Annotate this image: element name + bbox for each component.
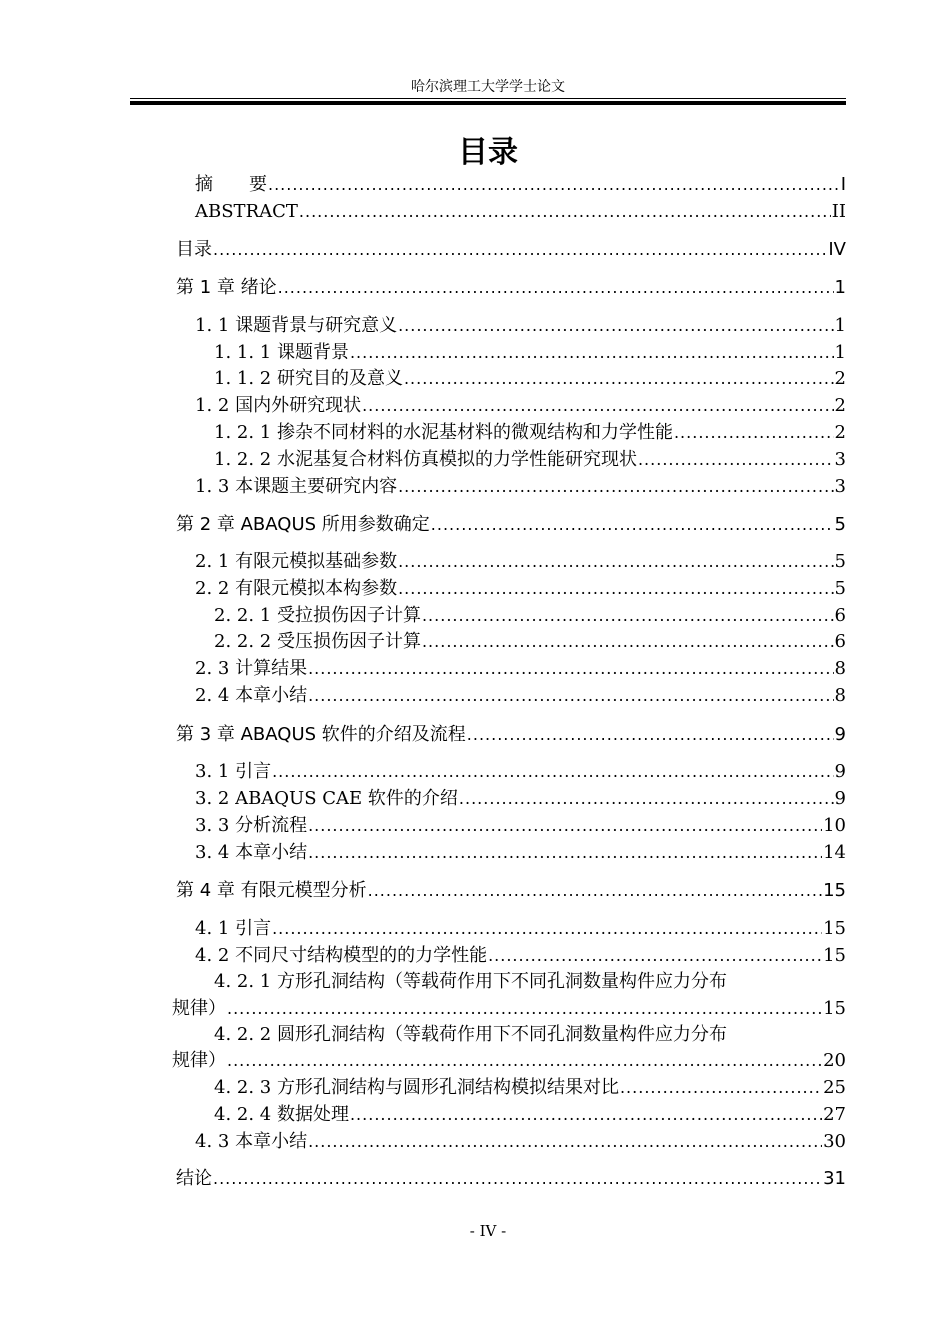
toc-entry-4-1[interactable] [195, 917, 846, 941]
toc-leader-dots [362, 394, 833, 418]
toc-leader-dots [398, 475, 833, 499]
toc-leader-dots [308, 1130, 822, 1154]
toc-entry-3-2[interactable] [195, 787, 846, 811]
toc-leader-dots [299, 200, 831, 224]
toc-entry-label: 4. 2 不同尺寸结构模型的的力学性能 [195, 945, 488, 966]
toc-entry-page: 15 [823, 918, 846, 939]
toc-entry-contents[interactable] [176, 238, 846, 262]
toc-leader-dots [227, 1049, 822, 1073]
toc-entry-abstract-cn[interactable] [195, 173, 846, 197]
toc-leader-dots [272, 760, 833, 784]
toc-entry-1-2-1[interactable] [214, 421, 846, 445]
toc-entry-label: 1. 2. 1 掺杂不同材料的水泥基材料的微观结构和力学性能 [214, 422, 673, 443]
toc-entry-page: 9 [834, 788, 846, 809]
toc-entry-label: 4. 2. 4 数据处理 [214, 1104, 349, 1125]
toc-entry-chapter-1[interactable] [176, 276, 846, 300]
toc-entry-page: 25 [823, 1077, 846, 1098]
toc-leader-dots [398, 550, 833, 574]
toc-entry-label: 1. 1 课题背景与研究意义 [195, 315, 398, 336]
toc-leader-dots [638, 448, 834, 472]
toc-entry-page: 20 [823, 1050, 846, 1071]
toc-entry-conclusion[interactable] [176, 1167, 846, 1191]
header-rule-thin [130, 98, 846, 99]
toc-entry-chapter-4[interactable] [176, 879, 846, 903]
toc-entry-page: 6 [834, 631, 846, 652]
toc-leader-dots [350, 341, 834, 365]
toc-entry-label: 3. 2 ABAQUS CAE 软件的介绍 [195, 788, 458, 809]
toc-entry-3-4[interactable] [195, 841, 846, 865]
toc-entry-page: 14 [823, 842, 846, 863]
toc-entry-2-2[interactable] [195, 577, 846, 601]
toc-entry-label: 4. 2. 3 方形孔洞结构与圆形孔洞结构模拟结果对比 [214, 1077, 619, 1098]
toc-leader-dots [268, 173, 840, 197]
toc-entry-label: 1. 1. 2 研究目的及意义 [214, 368, 403, 389]
toc-leader-dots [368, 879, 822, 903]
toc-leader-dots [308, 841, 822, 865]
toc-entry-abstract-en[interactable] [195, 200, 846, 224]
toc-leader-dots [422, 604, 834, 628]
toc-leader-dots [308, 684, 833, 708]
toc-entry-page: 6 [834, 605, 846, 626]
toc-leader-dots [404, 367, 834, 391]
toc-leader-dots [422, 630, 834, 654]
toc-entry-label: ABSTRACT [195, 201, 298, 222]
toc-leader-dots [350, 1103, 822, 1127]
toc-entry-page: 3 [834, 449, 846, 470]
toc-entry-page: 27 [823, 1104, 846, 1125]
toc-entry-1-1-1[interactable] [214, 341, 846, 365]
toc-entry-label: 第 3 章 ABAQUS 软件的介绍及流程 [176, 724, 466, 745]
toc-entry-page: II [831, 201, 846, 222]
toc-entry-4-2-1-first-line[interactable]: 4. 2. 1 方形孔洞结构（等载荷作用下不同孔洞数量构件应力分布 [214, 971, 727, 992]
toc-leader-dots [488, 944, 822, 968]
toc-entry-label: 2. 3 计算结果 [195, 658, 308, 679]
toc-entry-page: 9 [834, 761, 846, 782]
toc-entry-label: 第 1 章 绪论 [176, 277, 277, 298]
toc-entry-page: 15 [823, 880, 846, 901]
toc-entry-page: 5 [834, 514, 846, 535]
toc-entry-page: 5 [834, 578, 846, 599]
toc-entry-4-2-2-first-line[interactable]: 4. 2. 2 圆形孔洞结构（等载荷作用下不同孔洞数量构件应力分布 [214, 1024, 727, 1045]
toc-entry-page: 31 [823, 1168, 846, 1189]
toc-leader-dots [227, 997, 822, 1021]
toc-leader-dots [674, 421, 834, 445]
toc-entry-1-1-2[interactable] [214, 367, 846, 391]
toc-leader-dots [278, 276, 834, 300]
toc-entry-page: 1 [834, 277, 846, 298]
toc-entry-label: 2. 2. 1 受拉损伤因子计算 [214, 605, 421, 626]
toc-entry-label-cont: 规律） [172, 998, 226, 1019]
toc-leader-dots [308, 657, 833, 681]
toc-leader-dots [213, 1167, 822, 1191]
toc-entry-1-2-2[interactable] [214, 448, 846, 472]
toc-entry-label-cont: 规律） [172, 1050, 226, 1071]
toc-entry-2-2-1[interactable] [214, 604, 846, 628]
toc-entry-page: IV [828, 239, 846, 260]
toc-entry-4-2-2[interactable] [172, 1049, 846, 1073]
toc-entry-page: 2 [834, 422, 846, 443]
toc-entry-4-2-4[interactable] [214, 1103, 846, 1127]
toc-entry-page: 30 [823, 1131, 846, 1152]
toc-entry-chapter-2[interactable] [176, 513, 846, 537]
toc-entry-page: 3 [834, 476, 846, 497]
toc-entry-label: 2. 4 本章小结 [195, 685, 308, 706]
toc-entry-3-1[interactable] [195, 760, 846, 784]
header-rule-thick [130, 101, 846, 105]
toc-entry-page: 15 [823, 998, 846, 1019]
toc-entry-page: 5 [834, 551, 846, 572]
toc-leader-dots [308, 814, 822, 838]
toc-entry-label: 3. 4 本章小结 [195, 842, 308, 863]
toc-entry-label: 2. 2. 2 受压损伤因子计算 [214, 631, 421, 652]
toc-entry-label: 1. 3 本课题主要研究内容 [195, 476, 398, 497]
toc-leader-dots [213, 238, 827, 262]
toc-leader-dots [459, 787, 834, 811]
toc-entry-page: 1 [834, 315, 846, 336]
page-header-text: 哈尔滨理工大学学士论文 [411, 79, 565, 95]
toc-entry-label: 2. 1 有限元模拟基础参数 [195, 551, 398, 572]
toc-entry-label: 3. 3 分析流程 [195, 815, 308, 836]
toc-entry-4-2-1[interactable] [172, 997, 846, 1021]
toc-entry-label: 1. 1. 1 课题背景 [214, 342, 349, 363]
toc-leader-dots [398, 314, 833, 338]
toc-entry-4-3[interactable] [195, 1130, 846, 1154]
toc-entry-label: 结论 [176, 1168, 212, 1189]
toc-entry-page: 2 [834, 368, 846, 389]
toc-entry-label: 4. 1 引言 [195, 918, 272, 939]
toc-entry-page: 8 [834, 658, 846, 679]
toc-entry-label: 1. 2. 2 水泥基复合材料仿真模拟的力学性能研究现状 [214, 449, 637, 470]
toc-entry-1-1[interactable] [195, 314, 846, 338]
toc-entry-label: 3. 1 引言 [195, 761, 272, 782]
toc-entry-4-2[interactable] [195, 944, 846, 968]
toc-entry-2-3[interactable] [195, 657, 846, 681]
toc-entry-label: 1. 2 国内外研究现状 [195, 395, 362, 416]
toc-entry-label: 第 4 章 有限元模型分析 [176, 880, 367, 901]
toc-entry-2-1[interactable] [195, 550, 846, 574]
toc-entry-label: 2. 2 有限元模拟本构参数 [195, 578, 398, 599]
toc-leader-dots [398, 577, 833, 601]
toc-entry-page: 10 [823, 815, 846, 836]
toc-leader-dots [272, 917, 822, 941]
toc-leader-dots [467, 723, 834, 747]
toc-entry-1-3[interactable] [195, 475, 846, 499]
page-footer-number: - IV - [469, 1222, 507, 1240]
toc-leader-dots [620, 1076, 822, 1100]
toc-entry-page: 15 [823, 945, 846, 966]
toc-entry-3-3[interactable] [195, 814, 846, 838]
toc-entry-2-2-2[interactable] [214, 630, 846, 654]
toc-title: 目录 [458, 135, 518, 170]
toc-entry-label: 摘 要 [195, 174, 267, 195]
toc-entry-page: I [840, 174, 846, 195]
toc-entry-page: 2 [834, 395, 846, 416]
toc-entry-label: 目录 [176, 239, 212, 260]
toc-entry-chapter-3[interactable] [176, 723, 846, 747]
toc-entry-4-2-3[interactable] [214, 1076, 846, 1100]
toc-leader-dots [431, 513, 834, 537]
toc-entry-2-4[interactable] [195, 684, 846, 708]
toc-entry-label: 4. 3 本章小结 [195, 1131, 308, 1152]
toc-entry-page: 8 [834, 685, 846, 706]
toc-entry-page: 9 [834, 724, 846, 745]
toc-entry-label: 第 2 章 ABAQUS 所用参数确定 [176, 514, 430, 535]
toc-entry-page: 1 [834, 342, 846, 363]
toc-entry-1-2[interactable] [195, 394, 846, 418]
